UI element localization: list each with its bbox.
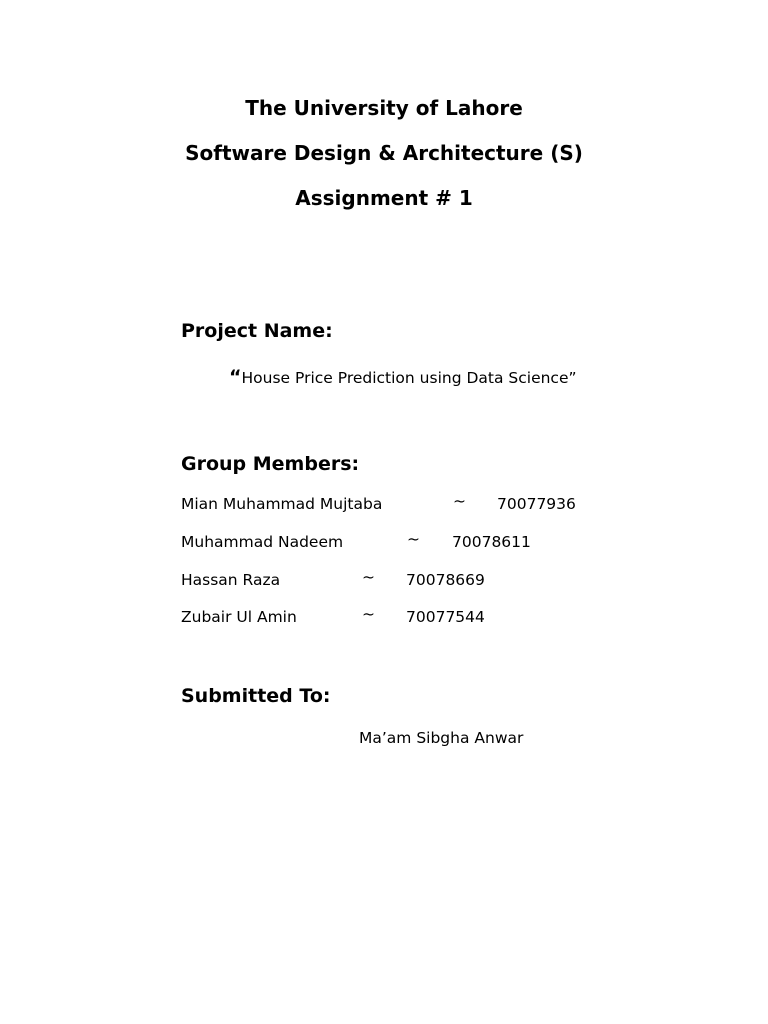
members-heading: Group Members: xyxy=(181,453,360,475)
project-name xyxy=(229,366,577,388)
member-name: Muhammad Nadeem xyxy=(181,533,344,551)
member-name: Zubair Ul Amin xyxy=(181,608,297,626)
project-heading: Project Name: xyxy=(181,320,333,342)
quote-open: “ xyxy=(229,366,242,388)
member-id: 70078611 xyxy=(452,533,531,551)
course-title: Software Design & Architecture (S) xyxy=(185,141,583,165)
university-title: The University of Lahore xyxy=(245,96,523,120)
submitted-heading: Submitted To: xyxy=(181,685,331,707)
member-separator: ~ xyxy=(362,568,375,586)
submitted-to-name: Ma’am Sibgha Anwar xyxy=(359,729,524,747)
member-id: 70077544 xyxy=(406,608,485,626)
member-separator: ~ xyxy=(362,605,375,623)
member-name: Hassan Raza xyxy=(181,571,281,589)
member-id: 70077936 xyxy=(497,495,576,513)
assignment-title: Assignment # 1 xyxy=(295,186,473,210)
member-name: Mian Muhammad Mujtaba xyxy=(181,495,383,513)
member-separator: ~ xyxy=(407,530,420,548)
member-separator: ~ xyxy=(453,492,466,510)
quote-close: ” xyxy=(568,369,577,387)
project-title-text: House Price Prediction using Data Science xyxy=(241,369,569,387)
member-id: 70078669 xyxy=(406,571,485,589)
